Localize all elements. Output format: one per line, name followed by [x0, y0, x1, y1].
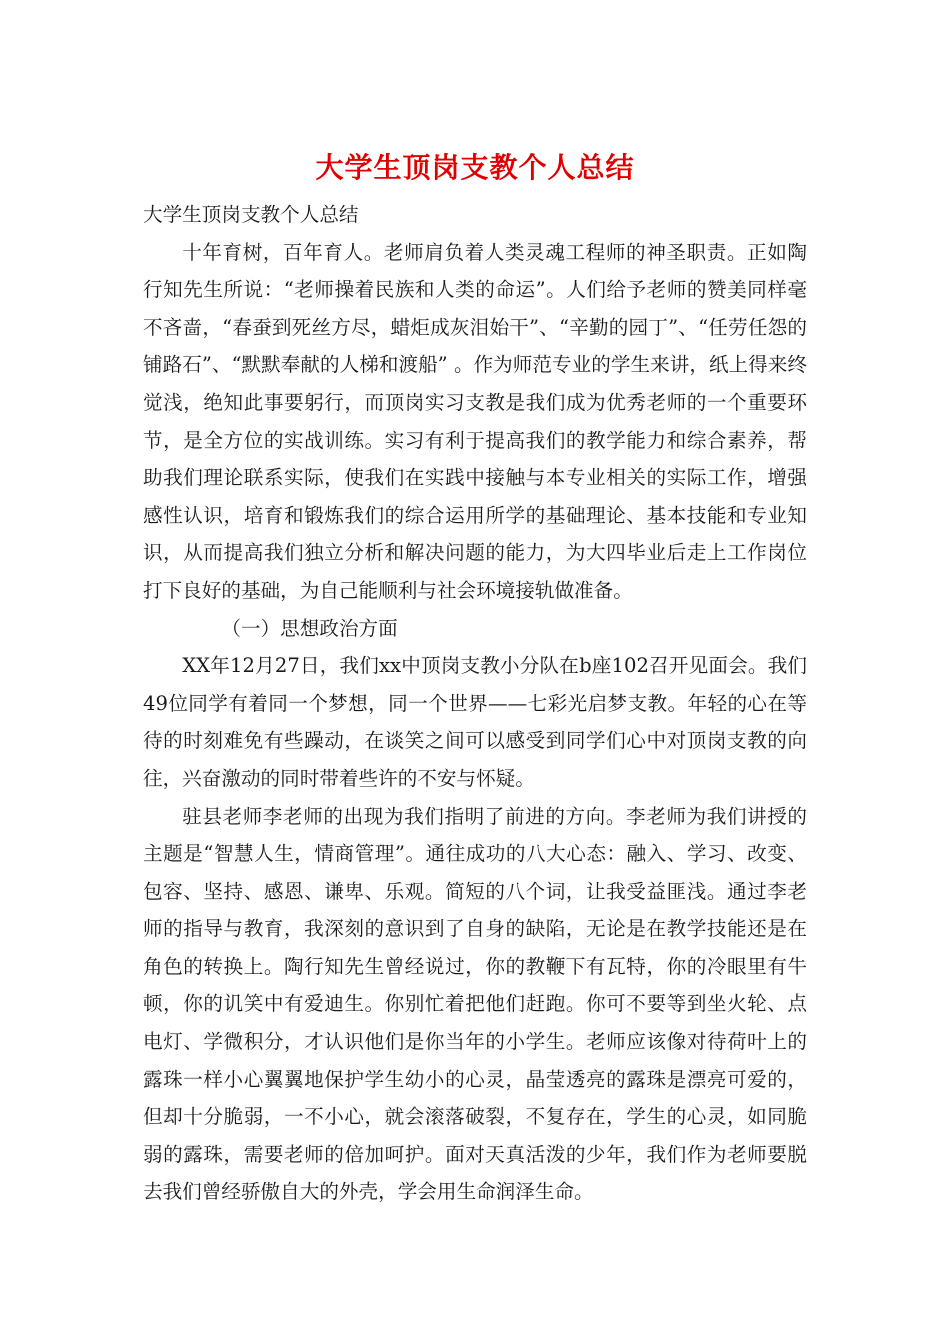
document-body	[143, 196, 807, 1211]
document-subtitle: 大学生顶岗支教个人总结	[143, 203, 359, 226]
section-heading: （一）思想政治方面	[221, 616, 398, 640]
paragraph-meeting: XX年12月27日，我们xx中顶岗支教小分队在b座102召开见面会。我们49位同学有着同一个梦想，同一个世界——七彩光启梦支教。年轻的心在等待的时刻难免有些躁动，在谈笑之间可以感受到同学们心中对顶岗支教的向往，兴奋激动的同时带着些许的不安与怀疑。	[143, 654, 807, 790]
paragraph-intro: 十年育树，百年育人。老师肩负着人类灵魂工程师的神圣职责。正如陶行知先生所说：“老师操着民族和人类的命运”。人们给予老师的赞美同样毫不吝啬，“春蚕到死丝方尽，蜡炬成灰泪始干”、“辛勤的园丁”、“任劳任怨的铺路石”、“默默奉献的人梯和渡船” 。作为师范专业的学生来讲，纸上得来终觉浅，绝知此事要躬行，而顶岗实习支教是我们成为优秀老师的一个重要环节，是全方位的实战训练。实习有利于提高我们的教学能力和综合素养，帮助我们理论联系实际，使我们在实践中接触与本专业相关的实际工作，增强感性认识，培育和锻炼我们的综合运用所学的基础理论、基本技能和专业知识，从而提高我们独立分析和解决问题的能力，为大四毕业后走上工作岗位打下良好的基础，为自己能顺利与社会环境接轨做准备。	[143, 240, 807, 602]
document-title: 大学生顶岗支教个人总结	[315, 151, 635, 184]
paragraph-teacher-li: 驻县老师李老师的出现为我们指明了前进的方向。李老师为我们讲授的主题是“智慧人生，情商管理”。通往成功的八大心态：融入、学习、改变、包容、坚持、感恩、谦卑、乐观。简短的八个词，让我受益匪浅。通过李老师的指导与教育，我深刻的意识到了自身的缺陷，无论是在教学技能还是在角色的转换上。陶行知先生曾经说过，你的教鞭下有瓦特，你的冷眼里有牛顿，你的讥笑中有爱迪生。你别忙着把他们赶跑。你可不要等到坐火轮、点电灯、学微积分，才认识他们是你当年的小学生。老师应该像对待荷叶上的露珠一样小心翼翼地保护学生幼小的心灵，晶莹透亮的露珠是漂亮可爱的，但却十分脆弱，一不小心，就会滚落破裂，不复存在，学生的心灵，如同脆弱的露珠，需要老师的倍加呵护。面对天真活泼的少年，我们作为老师要脱去我们曾经骄傲自大的外壳，学会用生命润泽生命。	[143, 804, 807, 1204]
